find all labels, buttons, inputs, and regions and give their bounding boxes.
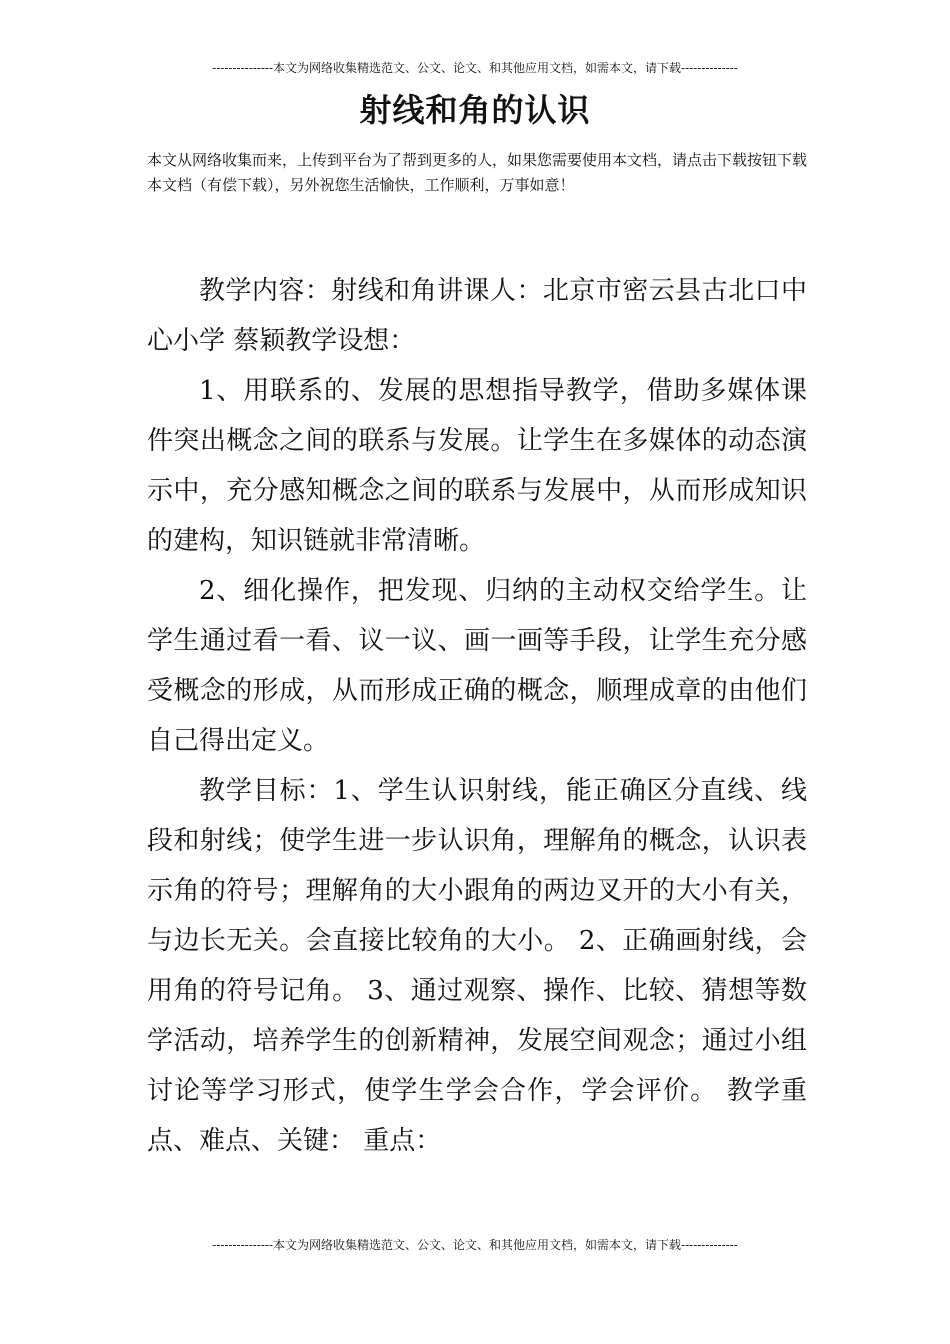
document-title: 射线和角的认识	[359, 91, 591, 129]
footer-banner: ---------------本文为网络收集精选范文、公文、论文、和其他应用文档，如需本文，请下载--------------	[212, 1238, 738, 1252]
body-paragraph: 教学内容：射线和角讲课人：北京市密云县古北口中心小学 蔡颖教学设想：	[147, 276, 807, 356]
body-paragraph: 教学目标：1、学生认识射线，能正确区分直线、线段和射线；使学生进一步认识角，理解角的概念，认识表示角的符号；理解角的大小跟角的两边叉开的大小有关，与边长无关。会直接比较角的大小。 2、正确画射线，会用角的符号记角。 3、通过观察、操作、比较、猜想等数学活动，培养学生的创新精神，发展空间观念；通过小组讨论等学习形式，使学生学会合作，学会评价。 教学重点、难点、关键： 重点：	[147, 776, 807, 1156]
intro-notice: 本文从网络收集而来，上传到平台为了帮到更多的人，如果您需要使用本文档，请点击下载按钮下载本文档（有偿下载），另外祝您生活愉快，工作顺利，万事如意！	[147, 151, 808, 194]
body-paragraph: 2、细化操作，把发现、归纳的主动权交给学生。让学生通过看一看、议一议、画一画等手段，让学生充分感受概念的形成，从而形成正确的概念，顺理成章的由他们自己得出定义。	[147, 576, 807, 756]
header-banner: ---------------本文为网络收集精选范文、公文、论文、和其他应用文档，如需本文，请下载--------------	[212, 61, 738, 75]
body-paragraph: 1、用联系的、发展的思想指导教学，借助多媒体课件突出概念之间的联系与发展。让学生在多媒体的动态演示中，充分感知概念之间的联系与发展中，从而形成知识的建构，知识链就非常清晰。	[147, 376, 807, 556]
document-body	[147, 266, 807, 1166]
